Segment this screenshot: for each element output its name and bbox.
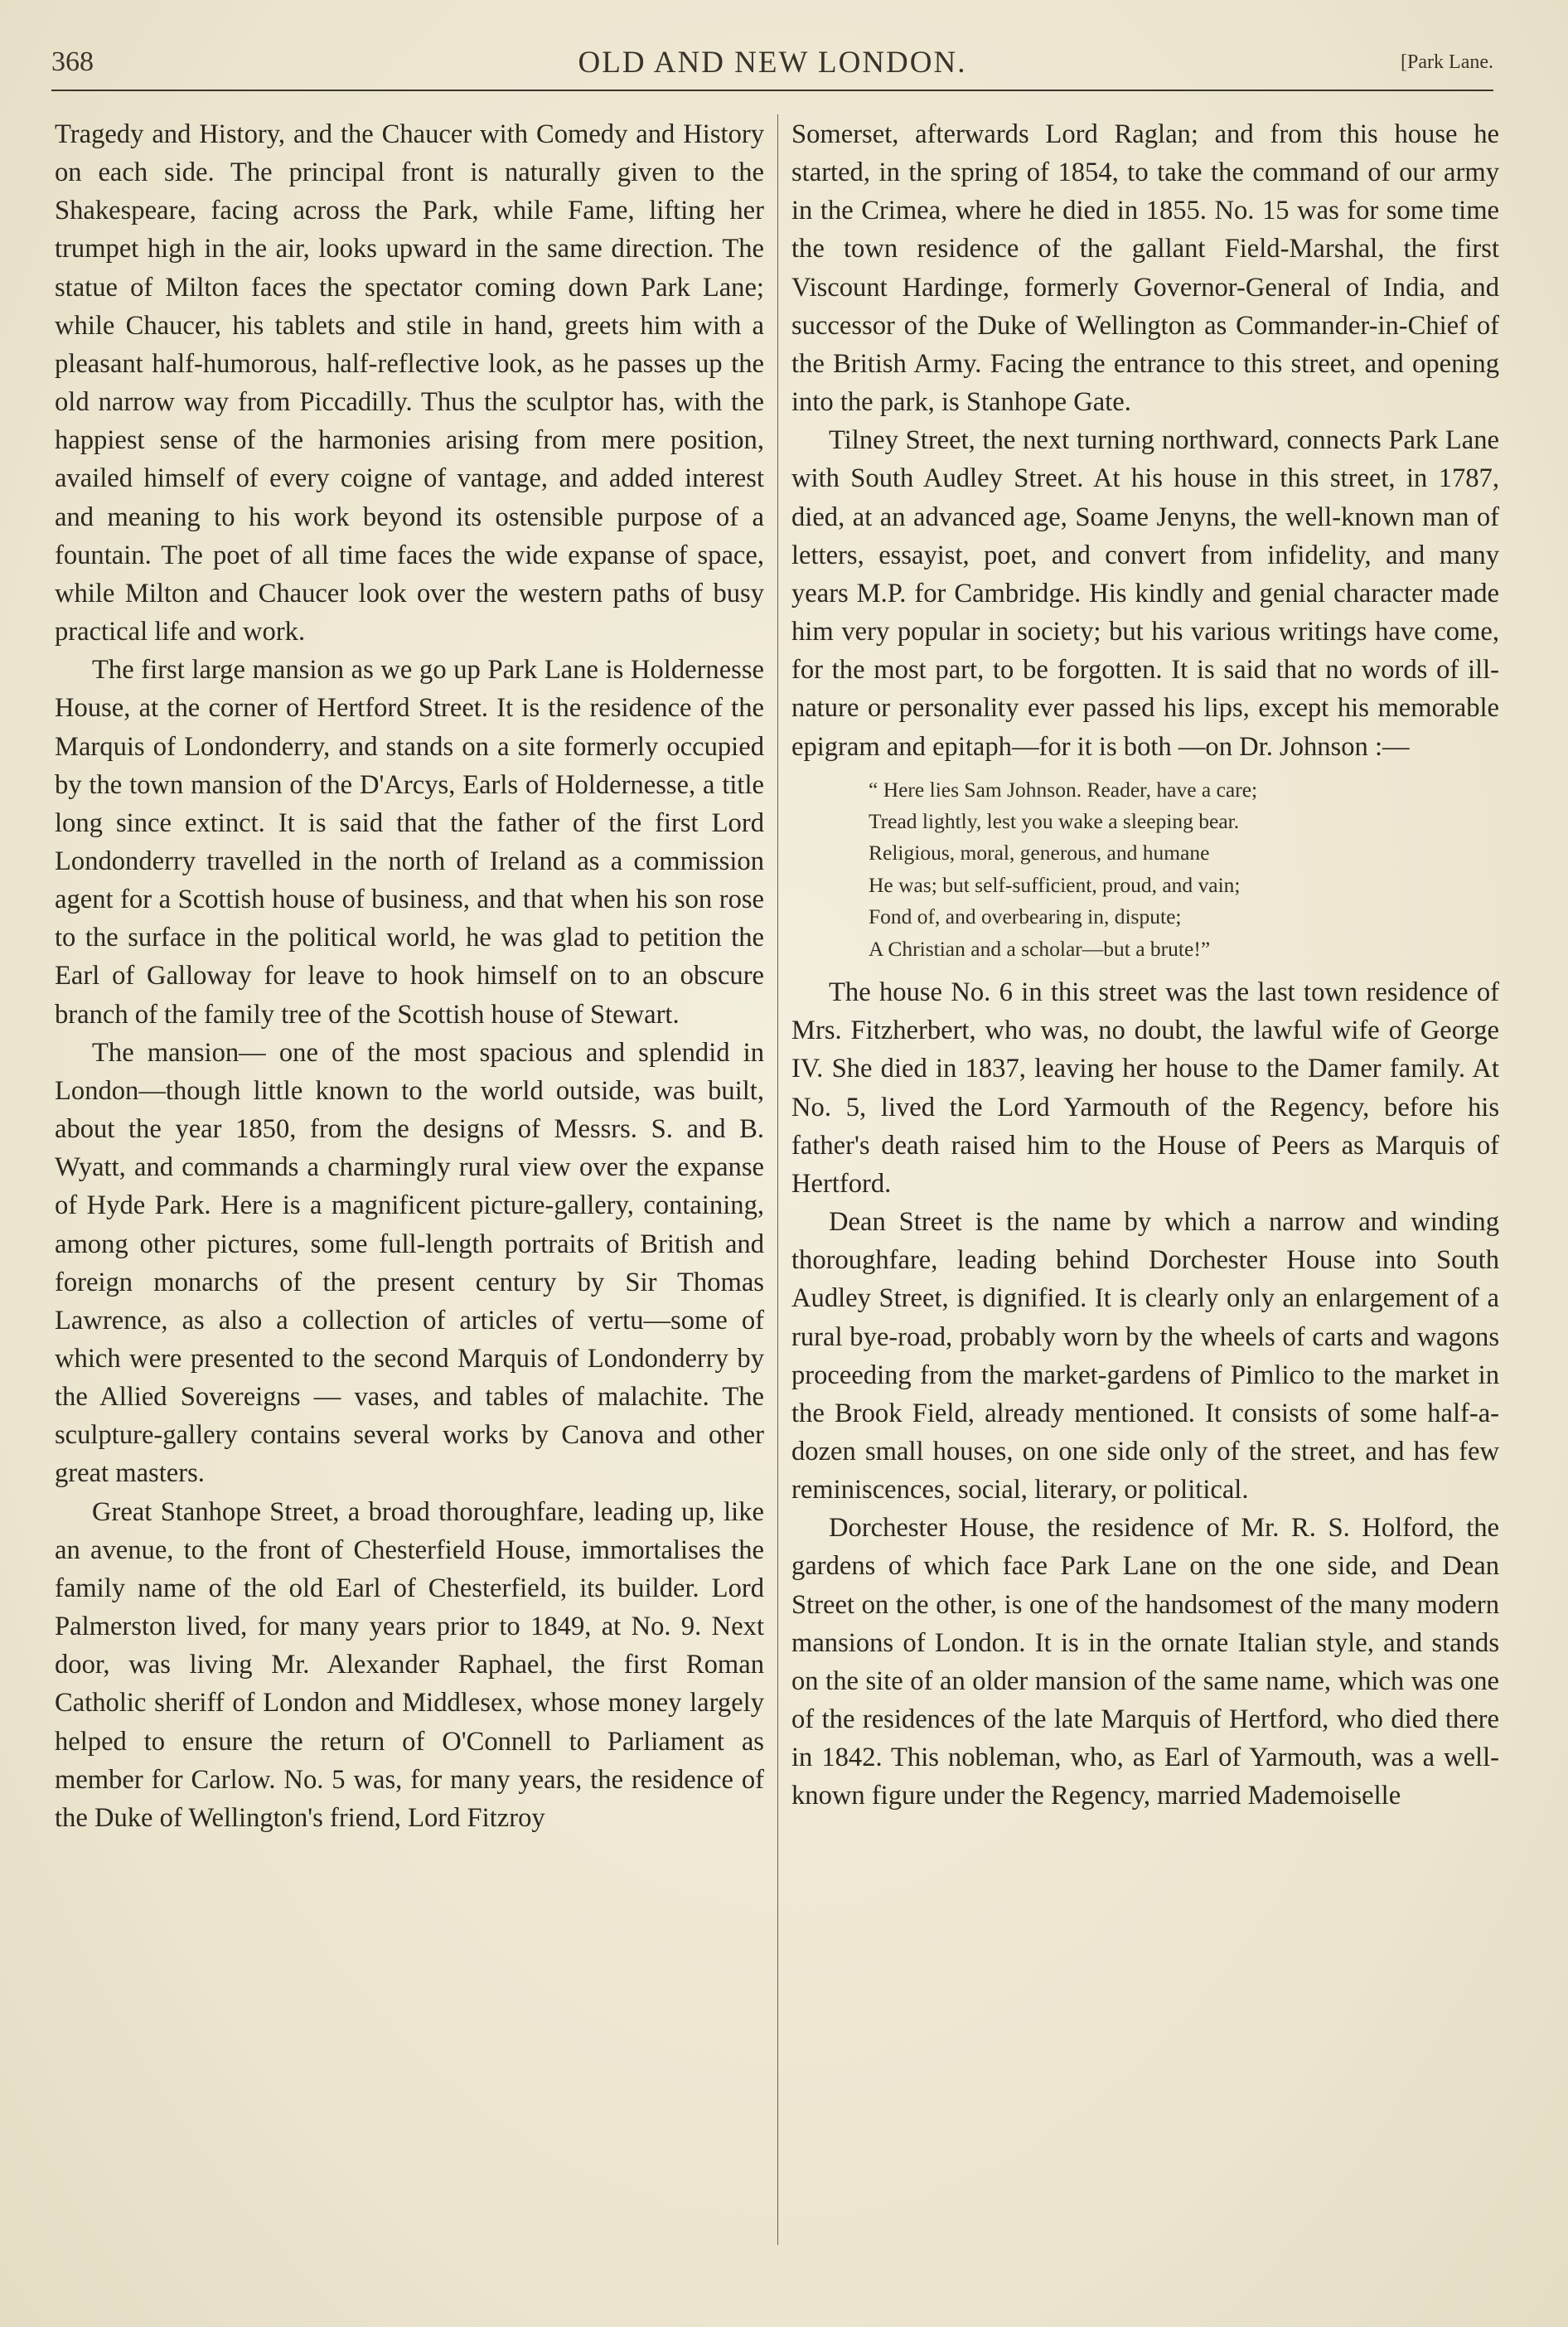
section-reference: [Park Lane. [1401, 51, 1493, 73]
left-column [55, 115, 764, 1837]
header-rule [51, 90, 1493, 91]
epitaph-poem [869, 774, 1499, 965]
paragraph: Tragedy and History, and the Chaucer with Comedy and History on each side. The principal front is naturally given to the Shakespeare, facing across the Park, while Fame, lifting her trumpet high in the air, looks upward in the same direction. The statue of Milton faces the spectator coming down Park Lane; while Chaucer, his tablets and stile in hand, greets him with a pleasant half-humorous, half-reflective look, as he passes up the old narrow way from Piccadilly. Thus the sculptor has, with the happiest sense of the harmonies arising from mere position, availed himself of every coigne of vantage, and added interest and meaning to his work beyond its ostensible purpose of a fountain. The poet of all time faces the wide expanse of space, while Milton and Chaucer look over the western paths of busy practical life and work. [55, 119, 764, 647]
paragraph: Dorchester House, the residence of Mr. R. S. Holford, the gardens of which face Park Lane on the one side, and Dean Street on the other, is one of the handsomest of the many modern mansions of London. It is in the ornate Italian style, and stands on the site of an older mansion of the same name, which was one of the residences of the late Marquis of Hertford, who died there in 1842. This nobleman, who, as Earl of Yarmouth, was a well-known figure under the Regency, married Mademoiselle [791, 1513, 1499, 1811]
poem-line: “ Here lies Sam Johnson. Reader, have a care; [869, 777, 1258, 802]
paragraph: The house No. 6 in this street was the last town residence of Mrs. Fitzherbert, who was, no doubt, the lawful wife of George IV. She died in 1837, leaving her house to the Damer family. At No. 5, lived the Lord Yarmouth of the Regency, before his father's death raised him to the House of Peers as Marquis of Hertford. [791, 977, 1499, 1199]
page-header [51, 43, 1493, 86]
paragraph: Dean Street is the name by which a narrow and winding thoroughfare, leading behind Dorchester House into South Audley Street, is dignified. It is clearly only an enlargement of a rural bye-road, probably worn by the wheels of carts and wagons proceeding from the market-gardens of Pimlico to the market in the Brook Field, already mentioned. It consists of some half-a-dozen small houses, on one side only of the street, and has few reminiscences, social, literary, or political. [791, 1207, 1499, 1505]
column-divider [777, 114, 778, 2245]
poem-line: Fond of, and overbearing in, dispute; [869, 904, 1182, 929]
paragraph: Great Stanhope Street, a broad thoroughfare, leading up, like an avenue, to the front of Chesterfield House, immortalises the family name of the old Earl of Chesterfield, its builder. Lord Palmerston lived, for many years prior to 1849, at No. 9. Next door, was living Mr. Alexander Raphael, the first Roman Catholic sheriff of London and Middlesex, whose money largely helped to ensure the return of O'Connell to Parliament as member for Carlow. No. 5 was, for many years, the residence of the Duke of Wellington's friend, Lord Fitzroy [55, 1496, 764, 1833]
paragraph: Tilney Street, the next turning northward, connects Park Lane with South Audley Street. At his house in this street, in 1787, died, at an advanced age, Soame Jenyns, the well-known man of letters, essayist, poet, and convert from infidelity, and many years M.P. for Cambridge. His kindly and genial character made him very popular in society; but his various writings have come, for the most part, to be forgotten. It is said that no words of ill-nature or personality ever passed his lips, except his memorable epigram and epitaph—for it is both —on Dr. Johnson :— [791, 425, 1499, 762]
poem-line: Tread lightly, lest you wake a sleeping bear. [869, 809, 1240, 834]
poem-line: Religious, moral, generous, and humane [869, 841, 1210, 865]
poem-line: He was; but self-sufficient, proud, and vain; [869, 872, 1241, 897]
paragraph: Somerset, afterwards Lord Raglan; and from this house he started, in the spring of 1854, to take the command of our army in the Crimea, where he died in 1855. No. 15 was for some time the town residence of the gallant Field-Marshal, the first Viscount Hardinge, formerly Governor-General of India, and successor of the Duke of Wellington as Commander-in-Chief of the British Army. Facing the entrance to this street, and opening into the park, is Stanhope Gate. [791, 119, 1499, 418]
paragraph: The mansion— one of the most spacious and splendid in London—though little known to the world outside, was built, about the year 1850, from the designs of Messrs. S. and B. Wyatt, and commands a charmingly rural view over the expanse of Hyde Park. Here is a magnificent picture-gallery, containing, among other pictures, some full-length portraits of British and foreign monarchs of the present century by Sir Thomas Lawrence, as also a collection of articles of vertu—some of which were presented to the second Marquis of Londonderry by the Allied Sovereigns — vases, and tables of malachite. The sculpture-gallery contains several works by Canova and other great masters. [55, 1037, 764, 1489]
right-column [791, 115, 1499, 1816]
poem-line: A Christian and a scholar—but a brute!” [869, 936, 1211, 961]
page-number: 368 [51, 46, 94, 77]
paragraph: The first large mansion as we go up Park Lane is Holdernesse House, at the corner of Hertford Street. It is the residence of the Marquis of Londonderry, and stands on a site formerly occupied by the town mansion of the D'Arcys, Earls of Holdernesse, a title long since extinct. It is said that the father of the first Lord Londonderry travelled in the north of Ireland as a commission agent for a Scottish house of business, and that when his son rose to the surface in the political world, he was glad to petition the Earl of Galloway for leave to hook himself on to an obscure branch of the family tree of the Scottish house of Stewart. [55, 655, 764, 1030]
running-title: OLD AND NEW LONDON. [578, 46, 967, 80]
